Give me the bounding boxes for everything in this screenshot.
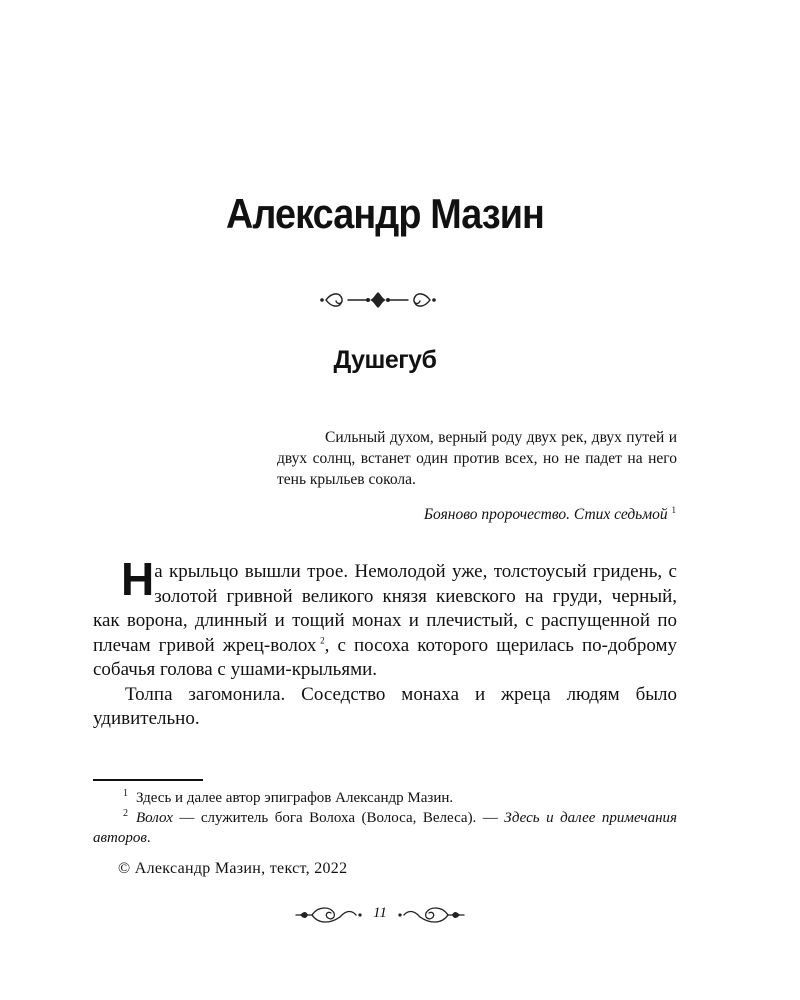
author-name: Александр Мазин — [226, 190, 544, 237]
page-footer — [290, 900, 470, 930]
epigraph-source — [424, 506, 676, 524]
footnote-divider — [93, 779, 203, 781]
copyright-line: © Александр Мазин, текст, 2022 — [118, 860, 348, 877]
epigraph-source-text: Бояново пророчество. Стих седьмой — [423, 506, 668, 523]
footnote-remark: Здесь и далее примечания авторов — [93, 810, 677, 846]
paragraph-2: Толпа загомонила. Соседство монаха и жреца людям было удивительно. — [93, 683, 677, 729]
footnote-1 — [93, 788, 677, 808]
footnote-ref-2: 2 — [320, 635, 325, 646]
footnotes — [93, 788, 677, 848]
footnote-end: . — [146, 830, 151, 846]
footnote-2 — [93, 808, 677, 848]
page-number: 11 — [373, 905, 387, 921]
footnote-number: 1 — [123, 788, 128, 799]
paragraph-1-text-b: , с посоха которого щерилась по-доброму собачья голова с ушами-крыльями. — [93, 634, 678, 680]
footnote-text: — служитель бога Волоха (Волоса, Велеса). — — [172, 810, 505, 826]
footnote-term: Волох — [136, 810, 173, 826]
main-text — [93, 553, 678, 732]
footnote-ref-1: 1 — [671, 504, 676, 515]
drop-cap: Н — [121, 553, 154, 605]
floral-divider-icon — [318, 289, 438, 311]
story-title: Душегуб — [333, 346, 437, 374]
paragraph-1 — [93, 553, 678, 683]
footnote-number: 2 — [123, 808, 128, 819]
epigraph-text: Сильный духом, верный роду двух рек, двух путей и двух солнц, встанет один против всех, но не падет на него тень крыльев сокола. — [277, 429, 677, 488]
paragraph-1-text-a: а крыльцо вышли трое. Немолодой уже, толстоусый гридень, с золотой гривной великого князя киевского на груди, черный, как ворона, длинный и тощий монах и плечистый, с распущенной по плечам гривой жрец-волох — [93, 561, 677, 656]
footnote-text: Здесь и далее автор эпиграфов Александр Мазин. — [136, 790, 454, 806]
